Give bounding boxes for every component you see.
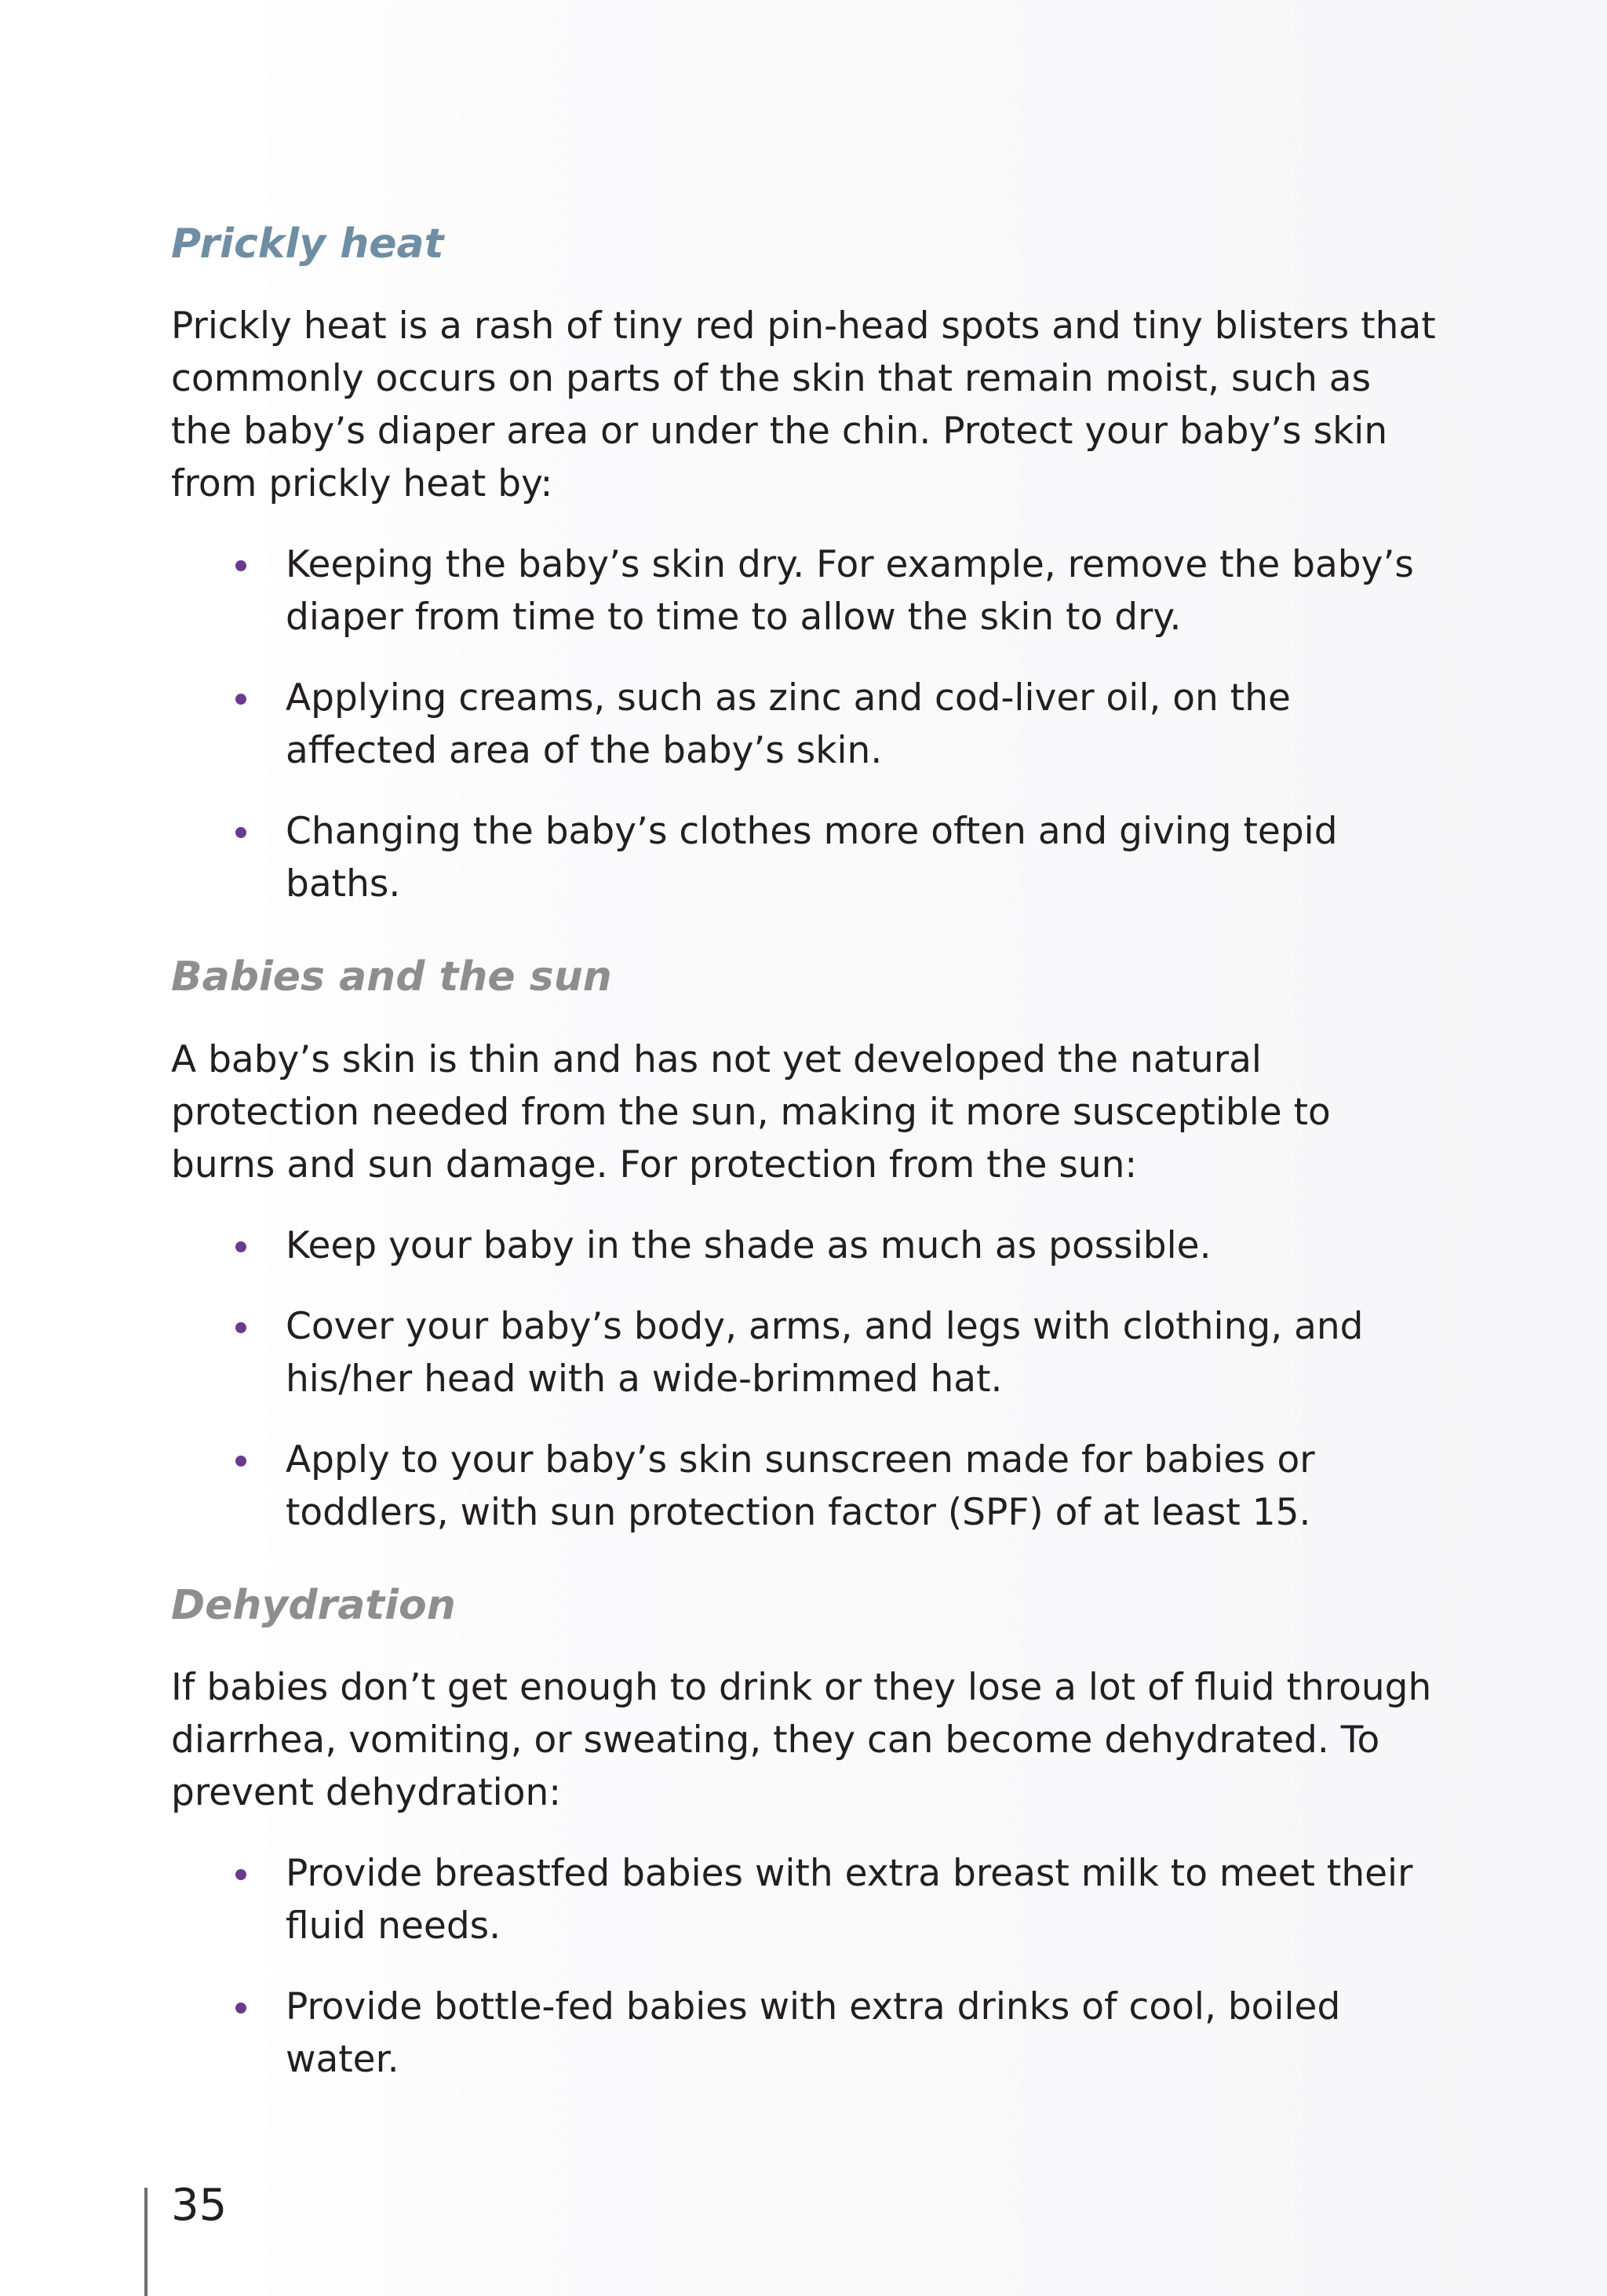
bullet-item — [171, 672, 1442, 777]
bullet-dot-icon — [235, 1869, 246, 1880]
section-prickly-heat — [171, 220, 1442, 910]
bullet-text: Provide breastfed babies with extra breast milk to meet their fluid needs. — [286, 1852, 1413, 1948]
footer-rule — [144, 2188, 148, 2296]
bullet-text: Keep your baby in the shade as much as possible. — [286, 1223, 1212, 1267]
bullet-text: Keeping the baby’s skin dry. For example, remove the baby’s diaper from time to time to allow the skin to dry. — [286, 543, 1414, 640]
page-content — [171, 220, 1442, 2128]
section-heading: Dehydration — [171, 1581, 456, 1629]
bullet-list — [171, 538, 1442, 910]
bullet-list — [171, 1219, 1442, 1539]
section-paragraph: A baby’s skin is thin and has not yet developed the natural protection needed from the sun, making it more susceptible to burns and sun damage. For protection from the sun: — [171, 1037, 1331, 1186]
section-paragraph: Prickly heat is a rash of tiny red pin-head spots and tiny blisters that commonly occurs on parts of the skin that remain moist, such as the baby’s diaper area or under the chin. Protect your baby’s skin from prickly heat by: — [171, 304, 1436, 506]
bullet-dot-icon — [235, 1322, 246, 1333]
bullet-text: Provide bottle-fed babies with extra drinks of cool, boiled water. — [286, 1985, 1341, 2082]
section-heading: Prickly heat — [171, 220, 444, 268]
section-babies-and-the-sun — [171, 953, 1442, 1538]
bullet-text: Cover your baby’s body, arms, and legs with clothing, and his/her head with a wide-brimmed hat. — [286, 1304, 1364, 1401]
section-heading: Babies and the sun — [171, 953, 612, 1001]
bullet-item — [171, 1434, 1442, 1539]
bullet-item — [171, 538, 1442, 643]
bullet-dot-icon — [235, 1456, 246, 1467]
section-paragraph: If babies don’t get enough to drink or they lose a lot of fluid through diarrhea, vomiting, or sweating, they can become dehydrated. To prevent dehydration: — [171, 1666, 1432, 1815]
bullet-dot-icon — [235, 694, 246, 705]
bullet-dot-icon — [235, 827, 246, 838]
bullet-item — [171, 1847, 1442, 1952]
bullet-dot-icon — [235, 2003, 246, 2014]
bullet-item — [171, 805, 1442, 910]
bullet-item — [171, 1300, 1442, 1405]
bullet-text: Apply to your baby’s skin sunscreen made for babies or toddlers, with sun protection factor (SPF) of at least 15. — [286, 1438, 1315, 1534]
page-number: 35 — [171, 2180, 228, 2231]
bullet-text: Applying creams, such as zinc and cod-liver oil, on the affected area of the baby’s skin. — [286, 676, 1291, 773]
section-dehydration — [171, 1581, 1442, 2086]
bullet-item — [171, 1219, 1442, 1272]
bullet-list — [171, 1847, 1442, 2086]
bullet-text: Changing the baby’s clothes more often and giving tepid baths. — [286, 810, 1338, 906]
bullet-item — [171, 1981, 1442, 2086]
bullet-dot-icon — [235, 1241, 246, 1252]
bullet-dot-icon — [235, 560, 246, 571]
